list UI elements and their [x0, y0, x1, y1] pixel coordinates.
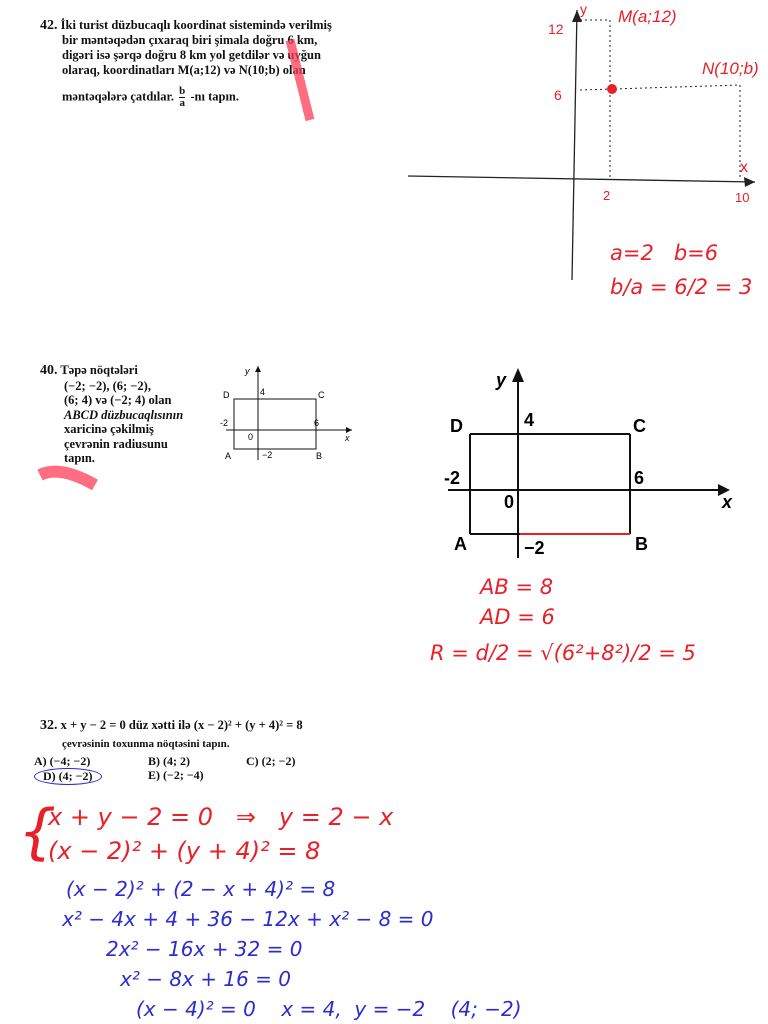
problem-40-solution — [430, 572, 696, 668]
svg-text:A: A — [225, 451, 232, 461]
svg-text:B: B — [635, 534, 648, 554]
option-c[interactable]: C) (2; −2) — [246, 754, 296, 768]
svg-text:y: y — [245, 366, 250, 376]
svg-text:4: 4 — [524, 410, 535, 430]
problem-42-line-3: digəri isə şərqə doğru 8 km yol getdilər və uyğun — [62, 48, 321, 62]
problem-32-work-red: { x + y − 2 = 0 ⇒ y = 2 − x (x − 2)² + (y + 4)² = 8 — [18, 797, 394, 867]
svg-text:x: x — [722, 492, 733, 512]
tick-6: 6 — [554, 87, 562, 103]
point-n-label: N(10;b) — [702, 59, 759, 78]
b-over-a-fraction: $\frac{b}{a}$ — [179, 85, 186, 109]
svg-text:x: x — [345, 433, 350, 443]
ab-equals-8: AB = 8 — [480, 575, 554, 599]
svg-text:D: D — [450, 416, 463, 436]
svg-text:-2: -2 — [444, 468, 461, 488]
problem-40-number: 40. — [40, 363, 58, 378]
ad-equals-6: AD = 6 — [480, 605, 555, 629]
option-e[interactable]: E) (−2; −4) — [148, 768, 204, 782]
problem-42-line-2: bir məntəqədən çıxaraq biri şimala doğru 6 km, — [62, 33, 318, 47]
radius-formula: R = d/2 = √(6²+8²)/2 = 5 — [430, 641, 696, 665]
svg-text:−2: −2 — [524, 538, 545, 558]
svg-text:A: A — [454, 534, 467, 554]
problem-42-line-1: 42. İki turist düzbucaqlı koordinat sistemində verilmiş — [40, 18, 332, 33]
problem-40-small-diagram — [212, 362, 362, 462]
problem-42-solution — [610, 236, 752, 304]
svg-text:D: D — [223, 390, 230, 400]
svg-text:6: 6 — [314, 418, 320, 428]
svg-text:y: y — [496, 370, 507, 390]
svg-text:6: 6 — [634, 468, 645, 488]
problem-40-text: 40. Təpə nöqtələri (−2; −2), (6; −2), (6; 4) və (−2; 4) olan ABCD düzbucaqlısının xaricinə çəkilmiş çevrənin radiusunu tapın. — [40, 363, 184, 465]
svg-text:−2: −2 — [262, 450, 273, 460]
problem-32-number: 32. — [40, 718, 58, 733]
problem-32-work-blue: (x − 2)² + (2 − x + 4)² = 8 x² − 4x + 4 + 36 − 12x + x² − 8 = 0 2x² − 16x + 32 = 0 x² − 8x + 16 = 0 (x − 4)² = 0 x = 4, y = −2 (4; −2) — [62, 877, 522, 1021]
svg-text:0: 0 — [504, 492, 515, 512]
point-m-label: M(a;12) — [618, 7, 677, 26]
problem-40-large-diagram — [440, 362, 768, 562]
option-a[interactable]: A) (−4; −2) — [34, 754, 91, 768]
option-d[interactable]: D) (4; −2) — [34, 768, 102, 785]
problem-32-text — [40, 718, 420, 752]
svg-text:C: C — [318, 390, 325, 400]
problem-42-line-4: olaraq, koordinatları M(a;12) və N(10;b) olan — [62, 63, 306, 77]
problem-32-equation: 32. x + y − 2 = 0 düz xətti ilə (x − 2)² + (y + 4)² = 8 — [40, 718, 303, 733]
svg-text:-2: -2 — [220, 418, 229, 428]
svg-text:0: 0 — [248, 432, 254, 442]
solution-line-1: a=2 b=6 — [610, 241, 719, 265]
tick-2: 2 — [603, 188, 611, 203]
svg-text:B: B — [316, 451, 323, 461]
problem-32-subtext: çevrəsinin toxunma nöqtəsini tapın. — [62, 738, 230, 750]
svg-text:4: 4 — [260, 387, 266, 397]
point-marker — [607, 84, 617, 94]
option-b[interactable]: B) (4; 2) — [148, 754, 190, 768]
problem-42-number: 42. — [40, 18, 58, 33]
system-brace: { — [18, 797, 57, 867]
svg-text:C: C — [633, 416, 646, 436]
problem-42-line-5: məntəqələrə çatdılar. $\frac{b}{a}$ -nı tapın. — [62, 85, 240, 109]
tick-10: 10 — [735, 190, 750, 205]
y-axis-label: y — [580, 1, 587, 17]
solution-line-2: b/a = 6/2 = 3 — [610, 275, 753, 299]
tick-12: 12 — [548, 21, 564, 37]
x-axis-label: x — [740, 159, 748, 176]
